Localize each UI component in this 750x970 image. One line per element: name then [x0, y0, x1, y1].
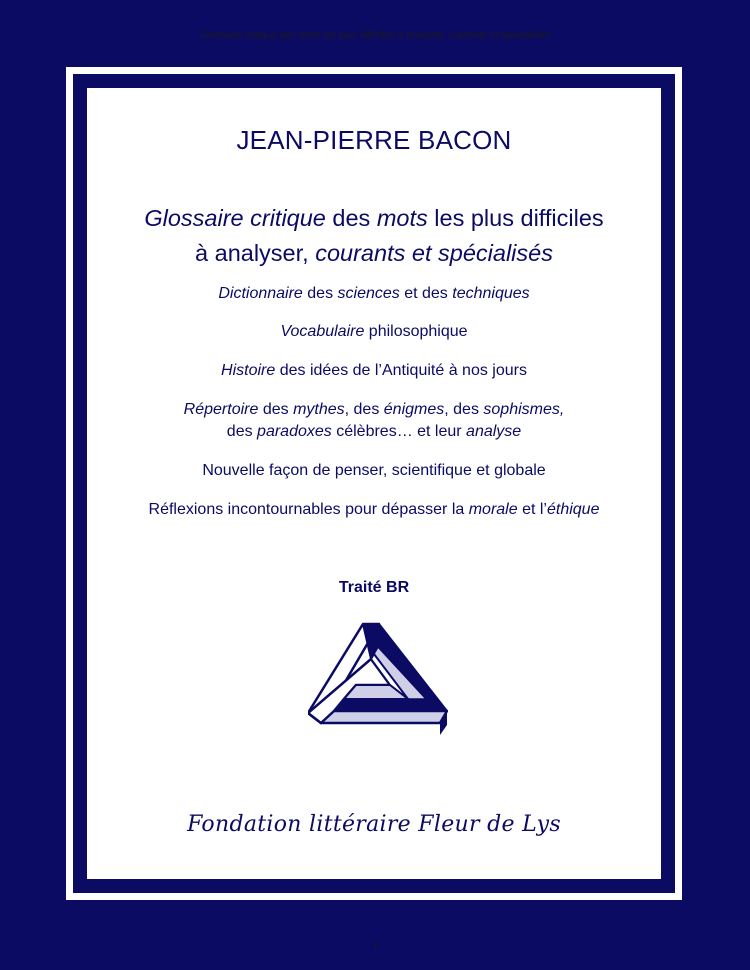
text-segment: célèbres… et leur [331, 423, 467, 440]
text-segment: des [325, 205, 377, 231]
text-segment: et l’ [517, 501, 547, 518]
text-segment: énigmes [383, 401, 445, 418]
text-segment: morale [468, 501, 518, 518]
text-segment: des [258, 401, 294, 418]
subtitle-reflexions [87, 499, 661, 521]
text-segment: techniques [452, 285, 530, 302]
text-segment: courants et spécialisés [315, 240, 553, 266]
text-segment: , des [344, 401, 384, 418]
subtitle-vocabulaire [87, 321, 661, 343]
author-name: JEAN-PIERRE BACON [236, 125, 512, 155]
text-segment: Nouvelle façon de penser, scientifique et globale [202, 462, 546, 479]
text-segment: paradoxes [257, 423, 332, 440]
text-segment: les plus difficiles [427, 205, 604, 231]
text-segment: Vocabulaire [280, 323, 365, 340]
text-segment: des [226, 423, 258, 440]
text-segment: des idées de l’Antiquité à nos jours [275, 362, 527, 379]
text-segment: Réflexions incontournables pour dépasser la [148, 501, 469, 518]
subtitle-histoire [87, 360, 661, 382]
text-segment: éthique [546, 501, 600, 518]
traite-label: Traité BR [338, 579, 410, 596]
subtitle-dictionnaire [87, 283, 661, 305]
publisher-signature: Fondation littéraire Fleur de Lys [187, 812, 561, 837]
book-title [87, 201, 661, 271]
text-segment: des [302, 285, 338, 302]
text-segment: Dictionnaire [218, 285, 303, 302]
text-segment: sciences [337, 285, 400, 302]
page-number: 1 [372, 940, 378, 950]
impossible-triangle-icon [308, 619, 448, 749]
cover-border [73, 74, 675, 893]
title-line-2 [87, 236, 661, 271]
text-segment: et des [399, 285, 453, 302]
subtitle-repertoire [87, 399, 661, 443]
text-segment: , des [444, 401, 484, 418]
subtitle-nouvelle-facon [87, 460, 661, 482]
text-segment: mots [376, 205, 428, 231]
text-segment: mythes [293, 401, 345, 418]
text-segment: Glossaire critique [144, 205, 326, 231]
text-segment: Répertoire [183, 401, 259, 418]
cover-panel [87, 88, 661, 879]
running-header: Glossaire critique des mots les plus difficiles à analyser, courants et spécialisés [199, 30, 551, 41]
text-segment: sophismes, [483, 401, 565, 418]
text-segment: analyse [466, 423, 522, 440]
text-segment: philosophique [364, 323, 468, 340]
title-line-1 [87, 201, 661, 236]
text-segment: Histoire [221, 362, 276, 379]
text-segment: à analyser, [195, 240, 316, 266]
cover-frame [66, 67, 682, 900]
cover-content [87, 88, 661, 879]
